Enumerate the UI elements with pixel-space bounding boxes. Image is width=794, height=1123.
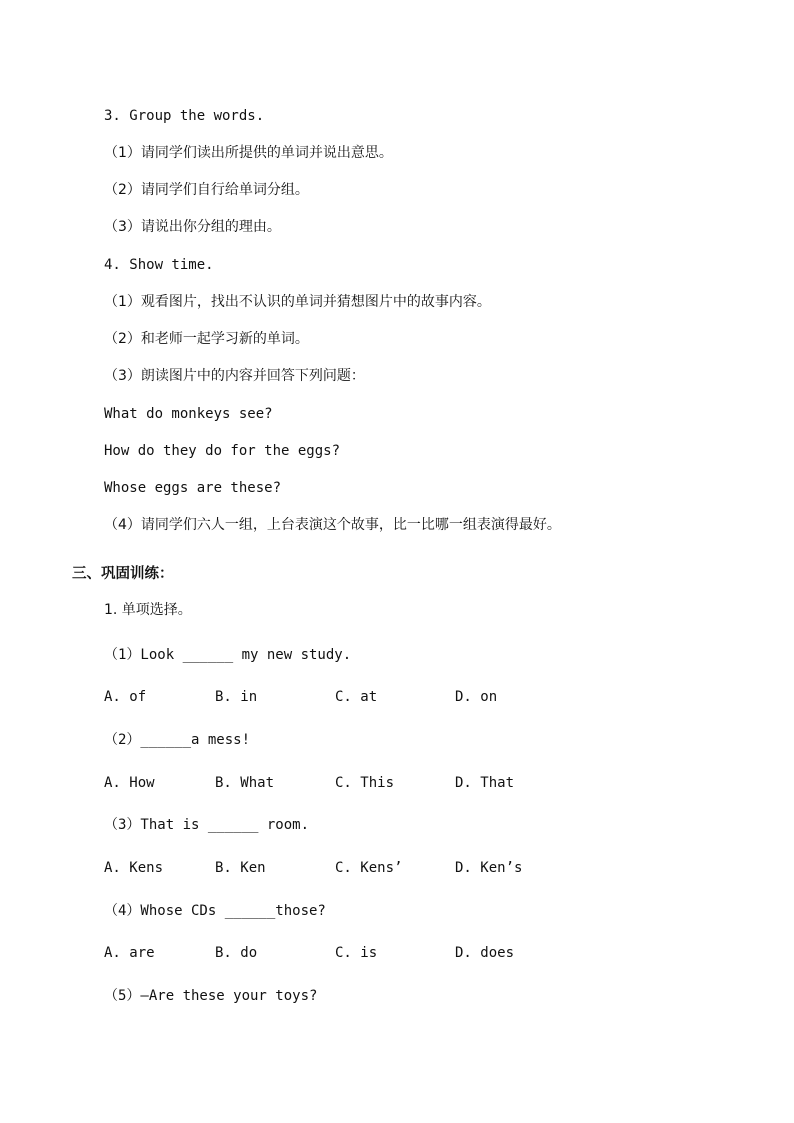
question-4: （4）Whose CDs ______those? <box>104 903 326 919</box>
q2-option-b: B. What <box>215 775 275 791</box>
step-3-2: （2）请同学们自行给单词分组。 <box>104 182 309 198</box>
q4-option-a: A. are <box>104 945 155 961</box>
q1-option-d: D. on <box>455 689 498 705</box>
question-monkeys-see: What do monkeys see? <box>104 406 273 422</box>
section-3-sub: 1. 单项选择。 <box>104 602 192 618</box>
q2-option-c: C. This <box>335 775 395 791</box>
question-5: （5）—Are these your toys? <box>104 988 318 1004</box>
question-1: （1）Look ______ my new study. <box>104 647 352 663</box>
q1-option-c: C. at <box>335 689 378 705</box>
q2-option-d: D. That <box>455 775 515 791</box>
step-3-title: 3. Group the words. <box>104 108 265 124</box>
q3-option-b: B. Ken <box>215 860 266 876</box>
question-2: （2）______a mess! <box>104 732 251 748</box>
q4-option-b: B. do <box>215 945 258 961</box>
step-4-3: （3）朗读图片中的内容并回答下列问题： <box>104 368 365 384</box>
q3-option-c: C. Kens’ <box>335 860 403 876</box>
section-3-heading: 三、巩固训练： <box>72 566 174 582</box>
q1-option-a: A. of <box>104 689 147 705</box>
step-4-2: （2）和老师一起学习新的单词。 <box>104 331 309 347</box>
step-4-title: 4. Show time. <box>104 257 214 273</box>
step-3-3: （3）请说出你分组的理由。 <box>104 219 281 235</box>
step-4-4: （4）请同学们六人一组，上台表演这个故事，比一比哪一组表演得最好。 <box>104 517 561 533</box>
q4-option-c: C. is <box>335 945 378 961</box>
q3-option-a: A. Kens <box>104 860 164 876</box>
q3-option-d: D. Ken’s <box>455 860 523 876</box>
q2-option-a: A. How <box>104 775 155 791</box>
step-3-1: （1）请同学们读出所提供的单词并说出意思。 <box>104 145 393 161</box>
question-3: （3）That is ______ room. <box>104 817 310 833</box>
q1-option-b: B. in <box>215 689 258 705</box>
question-whose-eggs: Whose eggs are these? <box>104 480 282 496</box>
step-4-1: （1）观看图片，找出不认识的单词并猜想图片中的故事内容。 <box>104 294 491 310</box>
q4-option-d: D. does <box>455 945 515 961</box>
question-eggs-do: How do they do for the eggs? <box>104 443 341 459</box>
